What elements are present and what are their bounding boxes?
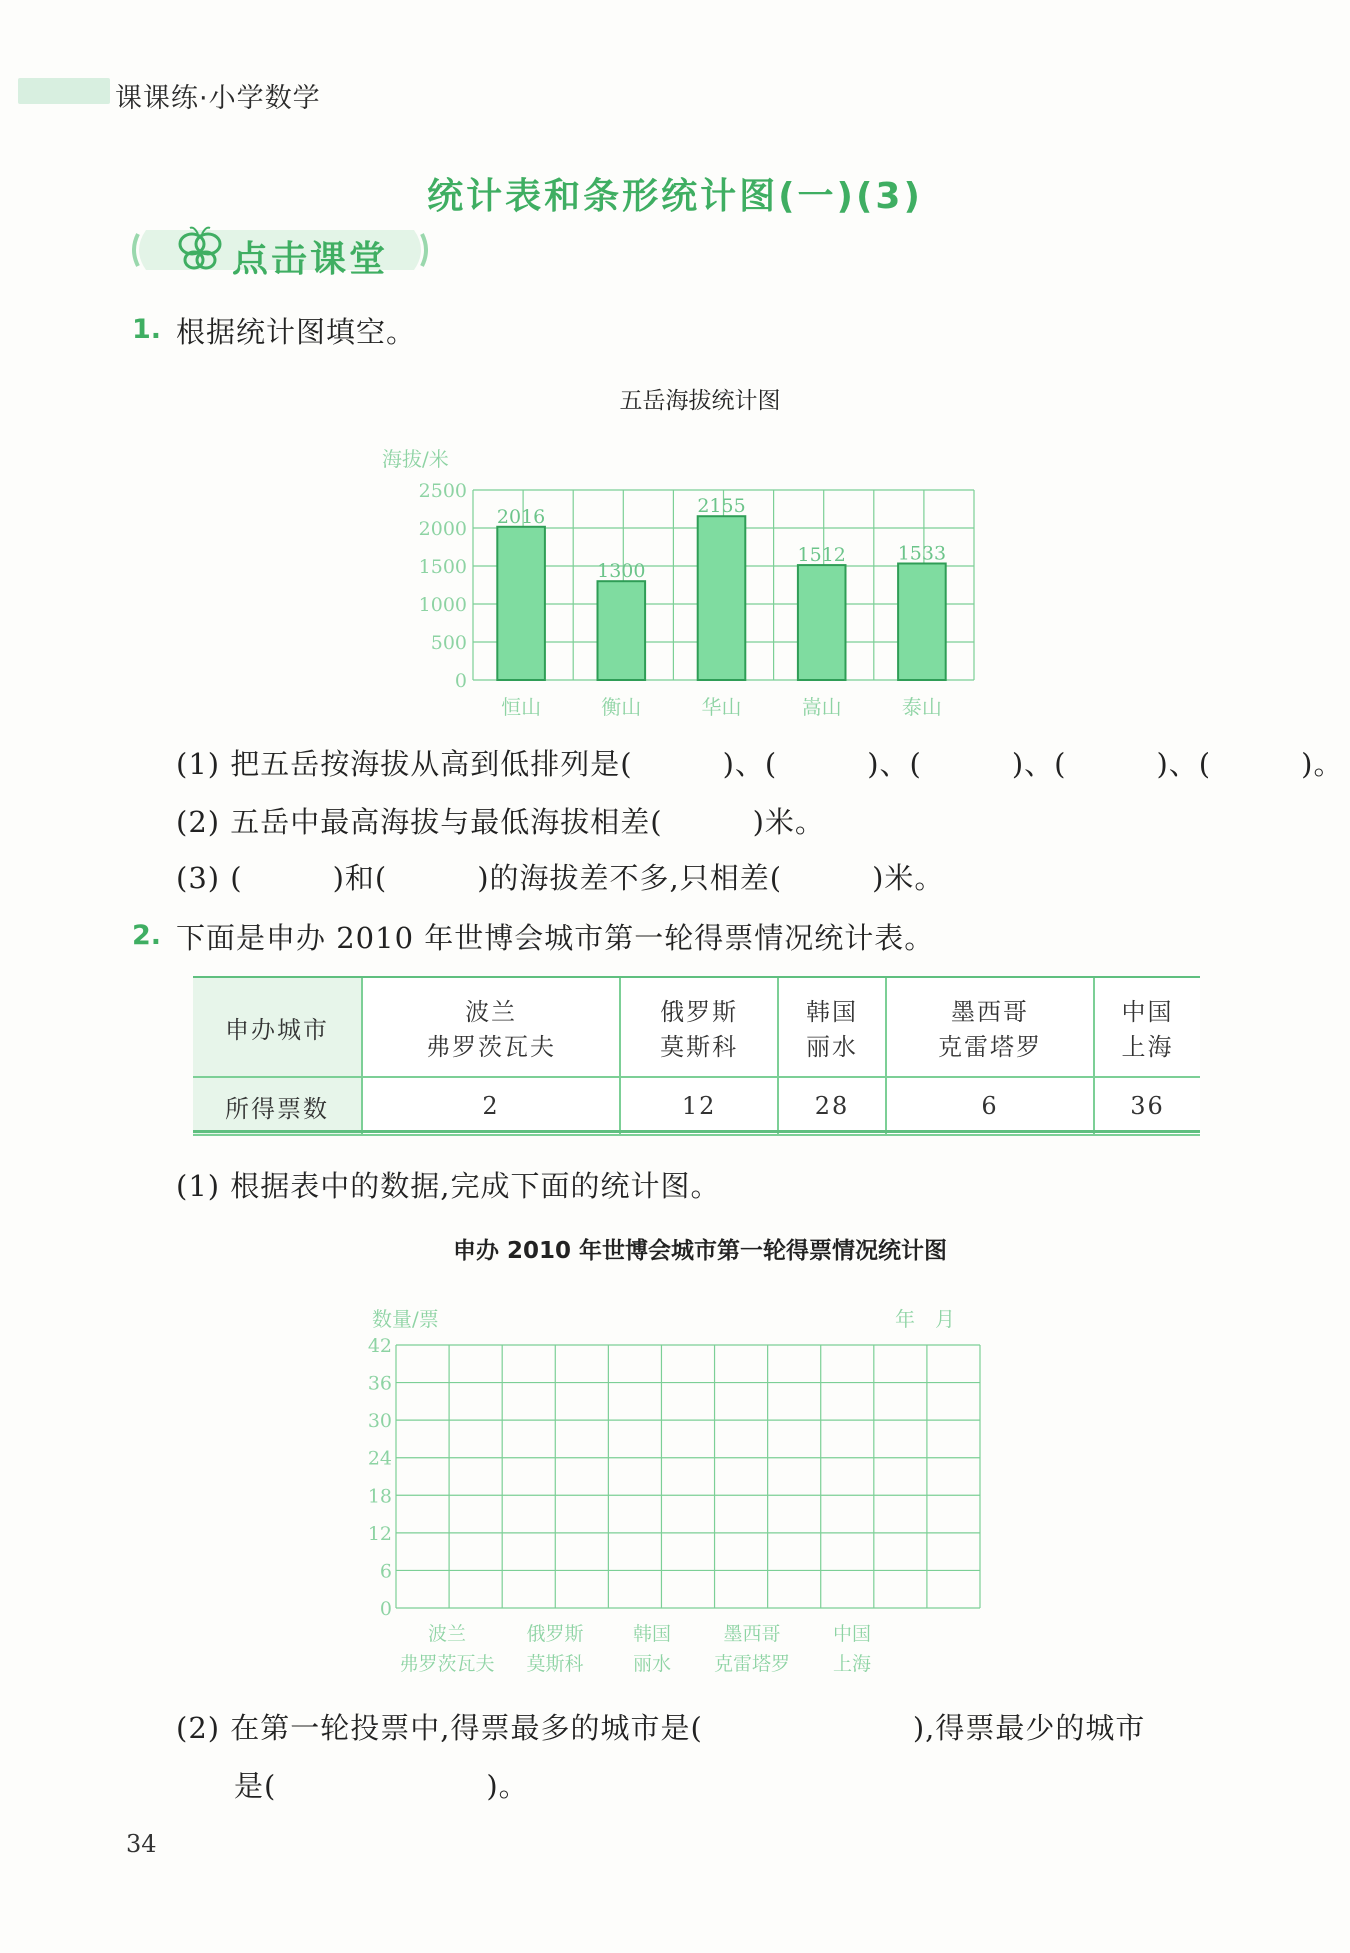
x-tick-label: 波兰 xyxy=(427,1623,467,1645)
x-tick-label: 丽水 xyxy=(632,1653,672,1675)
sub-question-1: (1) 根据表中的数据,完成下面的统计图。 xyxy=(176,1169,721,1203)
votes-cell: 2 xyxy=(362,1077,620,1135)
y-tick-label: 42 xyxy=(367,1335,392,1357)
y-tick-label: 0 xyxy=(379,1598,392,1620)
y-axis-label: 海拔/米 xyxy=(382,447,449,471)
sub-question-3: (3) ( )和( )的海拔差不多,只相差( )米。 xyxy=(176,861,945,895)
y-tick-label: 12 xyxy=(367,1522,392,1545)
sub-question-1: (1) 把五岳按海拔从高到低排列是( )、( )、( )、( )、( )。 xyxy=(176,747,1344,781)
question-prompt: 下面是申办 2010 年世博会城市第一轮得票情况统计表。 xyxy=(176,921,935,955)
y-tick-label: 30 xyxy=(367,1410,392,1433)
y-tick-label: 18 xyxy=(367,1485,392,1508)
section-badge-label: 点击课堂 xyxy=(232,239,389,280)
data-label: 1300 xyxy=(597,560,646,583)
data-label: 2155 xyxy=(697,495,746,518)
x-tick-label: 墨西哥 xyxy=(723,1623,781,1645)
bar xyxy=(497,527,545,680)
row-header: 申办城市 xyxy=(193,978,362,1077)
city-cell: 波兰 弗罗茨瓦夫 xyxy=(362,978,620,1077)
data-label: 2016 xyxy=(496,505,546,528)
bar xyxy=(798,565,846,680)
y-tick-label: 36 xyxy=(367,1372,392,1395)
butterfly-icon xyxy=(172,222,228,278)
city-cell: 韩国 丽水 xyxy=(778,978,886,1077)
header-band xyxy=(18,78,110,104)
city-cell: 墨西哥 克雷塔罗 xyxy=(886,978,1094,1077)
x-tick-label: 俄罗斯 xyxy=(526,1623,584,1645)
x-tick-label: 嵩山 xyxy=(801,695,842,719)
row-header: 所得票数 xyxy=(193,1077,362,1135)
x-tick-label: 韩国 xyxy=(632,1623,672,1645)
city-cell: 中国 上海 xyxy=(1094,978,1200,1077)
x-tick-label: 弗罗茨瓦夫 xyxy=(399,1653,495,1675)
question-number: 2. xyxy=(132,920,162,951)
y-tick-label: 0 xyxy=(454,670,467,692)
table-row xyxy=(193,978,1200,1077)
page-number: 34 xyxy=(126,1830,157,1858)
mountain-elevation-chart xyxy=(370,440,990,730)
votes-cell: 6 xyxy=(886,1077,1094,1135)
votes-cell: 28 xyxy=(778,1077,886,1135)
data-label: 1512 xyxy=(797,544,846,567)
chart-title: 申办 2010 年世博会城市第一轮得票情况统计图 xyxy=(452,1238,948,1264)
votes-cell: 36 xyxy=(1094,1077,1200,1135)
sub-question-2-cont: 是( )。 xyxy=(234,1769,529,1803)
table-row xyxy=(193,1077,1200,1135)
x-tick-label: 华山 xyxy=(701,695,742,719)
sub-question-2: (2) 在第一轮投票中,得票最多的城市是( ),得票最少的城市 xyxy=(176,1711,1146,1745)
votes-table xyxy=(193,978,1200,1136)
x-tick-label: 衡山 xyxy=(601,695,642,719)
bar xyxy=(598,581,646,680)
question-number: 1. xyxy=(132,314,162,345)
x-tick-label: 上海 xyxy=(832,1653,872,1675)
x-tick-label: 莫斯科 xyxy=(526,1653,584,1675)
y-tick-label: 500 xyxy=(430,632,467,654)
bar xyxy=(698,516,746,680)
y-tick-label: 2000 xyxy=(418,518,467,540)
city-cell: 俄罗斯 莫斯科 xyxy=(620,978,778,1077)
y-axis-label: 数量/票 xyxy=(372,1307,439,1331)
y-tick-label: 1000 xyxy=(418,594,467,616)
chart-title: 五岳海拔统计图 xyxy=(619,388,781,414)
table-bottom-rule xyxy=(193,1130,1200,1133)
bar xyxy=(898,563,946,680)
y-tick-label: 6 xyxy=(379,1560,392,1583)
y-tick-label: 1500 xyxy=(418,556,467,578)
x-tick-label: 泰山 xyxy=(901,695,942,719)
date-label: 年 月 xyxy=(895,1307,955,1331)
question-prompt: 根据统计图填空。 xyxy=(176,315,417,349)
x-tick-label: 中国 xyxy=(832,1623,872,1645)
votes-grid-chart[interactable] xyxy=(360,1300,1000,1680)
series-title: 课课练·小学数学 xyxy=(115,83,321,114)
x-tick-label: 恒山 xyxy=(501,695,542,719)
y-tick-label: 24 xyxy=(367,1447,392,1470)
votes-cell: 12 xyxy=(620,1077,778,1135)
sub-question-2: (2) 五岳中最高海拔与最低海拔相差( )米。 xyxy=(176,805,825,839)
y-tick-label: 2500 xyxy=(418,480,467,502)
page-title: 统计表和条形统计图(一)(3) xyxy=(427,176,923,217)
x-tick-label: 克雷塔罗 xyxy=(713,1653,791,1675)
data-label: 1533 xyxy=(897,542,947,565)
